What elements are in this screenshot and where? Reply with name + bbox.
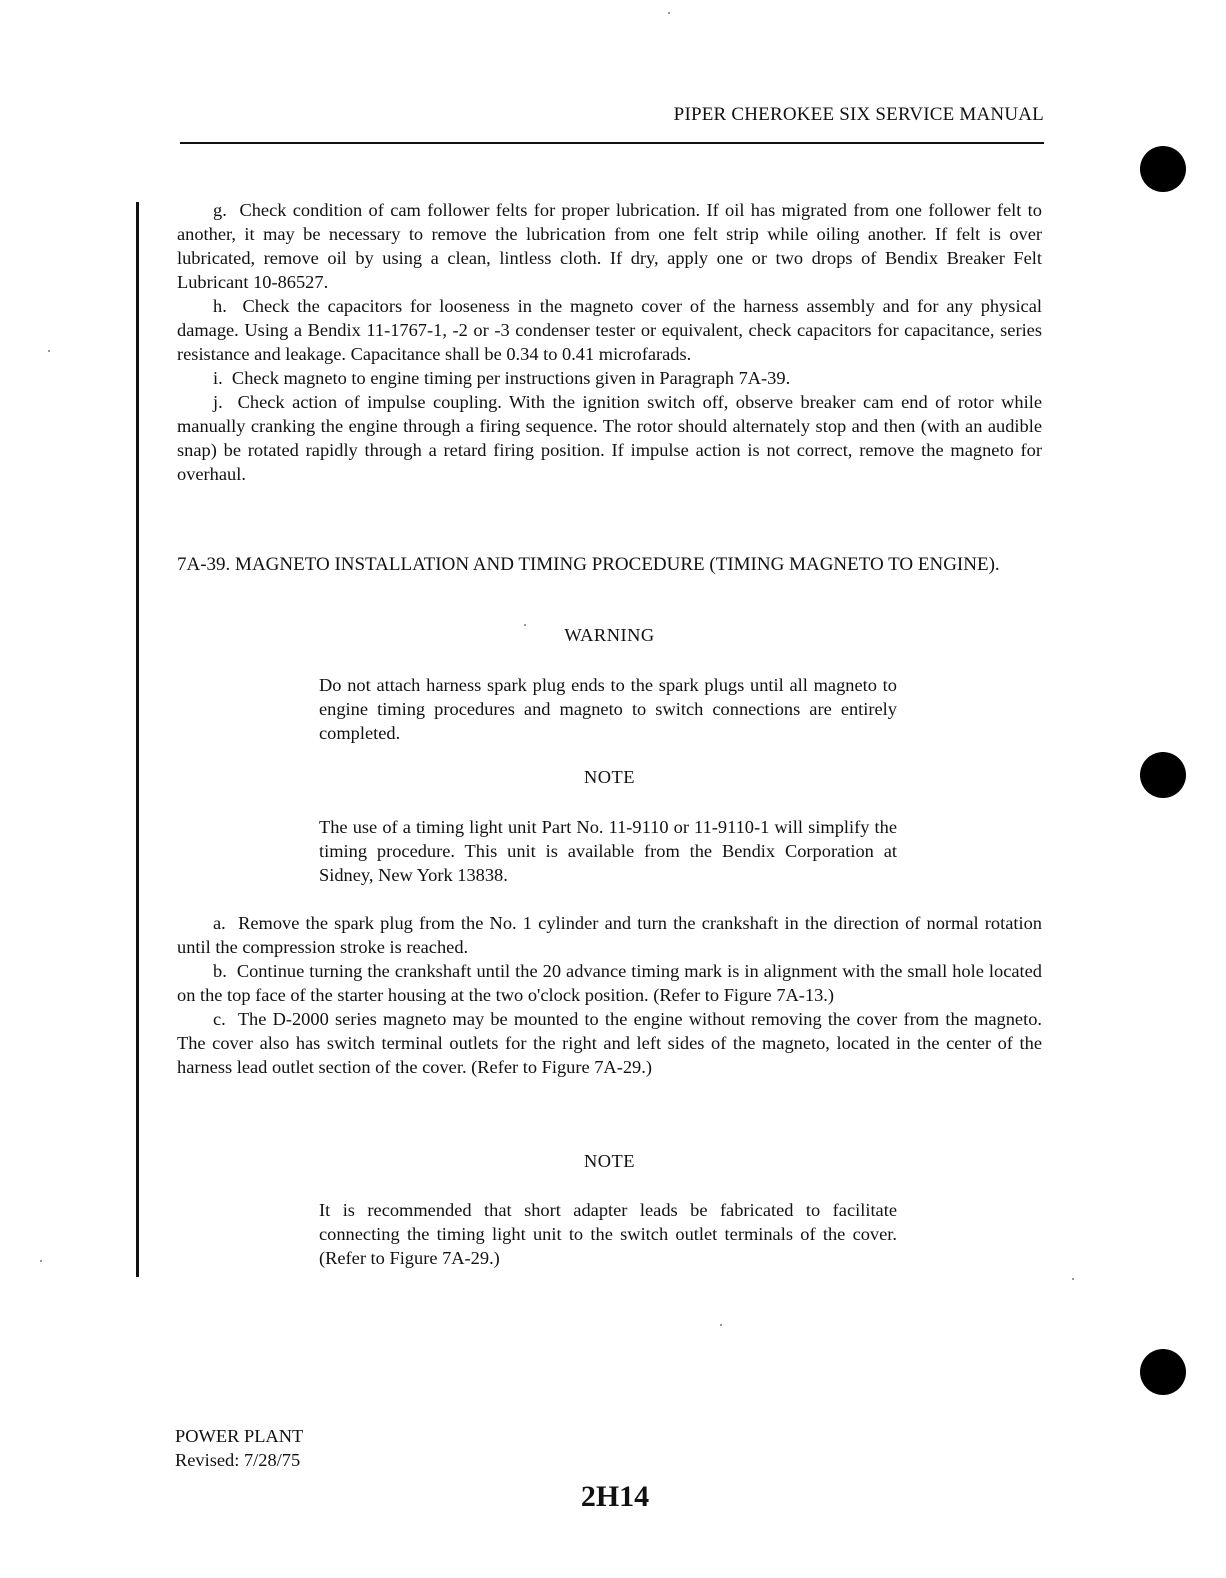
revision-change-bar [136, 202, 139, 1277]
scan-speck [40, 1260, 42, 1262]
step-text: Remove the spark plug from the No. 1 cylinder and turn the crankshaft in the direction of normal rotation until the compression stroke is reached. [177, 913, 1042, 957]
note-text: The use of a timing light unit Part No. 11-9110 or 11-9110-1 will simplify the timing procedure. This unit is available from the Bendix Corporation at Sidney, New York 13838. [319, 817, 897, 885]
paragraph-j [177, 390, 1042, 486]
step-text: Continue turning the crankshaft until the 20 advance timing mark is in alignment with the small hole located on the top face of the starter housing at the two o'clock position. (Refer to Figure 7A-13.) [177, 961, 1042, 1005]
paragraph-text: Check condition of cam follower felts for proper lubrication. If oil has migrated from one follower felt to another, it may be necessary to remove the lubrication from one felt strip while oiling another. If felt is over lubricated, remove oil by using a clean, lintless cloth. If dry, apply one or two drops of Bendix Breaker Felt Lubricant 10-86527. [177, 200, 1042, 292]
procedure-steps [177, 911, 1042, 1079]
binder-hole-middle [1140, 752, 1186, 798]
step-label: c. [213, 1009, 226, 1029]
header-rule [180, 142, 1044, 144]
step-text: The D-2000 series magneto may be mounted to the engine without removing the cover from the magneto. The cover also has switch terminal outlets for the right and left sides of the magneto, located in the center of the harness lead outlet section of the cover. (Refer to Figure 7A-29.) [177, 1009, 1042, 1077]
running-header: PIPER CHEROKEE SIX SERVICE MANUAL [673, 104, 1044, 125]
step-c [177, 1007, 1042, 1079]
paragraph-label: j. [213, 392, 223, 412]
binder-hole-top [1140, 146, 1186, 192]
paragraph-text: Check action of impulse coupling. With the ignition switch off, observe breaker cam end of rotor while manually cranking the engine through a firing sequence. The rotor should alternately stop and then (with an audible snap) be rotated rapidly through a retard firing position. If impulse action is not correct, remove the magneto for overhaul. [177, 392, 1042, 484]
paragraph-text: Check magneto to engine timing per instructions given in Paragraph 7A-39. [231, 368, 791, 388]
paragraph-i [177, 366, 1042, 390]
note-label: NOTE [583, 767, 636, 787]
paragraph-label: g. [213, 200, 227, 220]
warning-text: Do not attach harness spark plug ends to the spark plugs until all magneto to engine timing procedures and magneto to switch connections are entirely completed. [319, 675, 897, 743]
paragraph-label: h. [213, 296, 227, 316]
inspection-paragraphs [177, 198, 1042, 486]
scan-speck [1072, 1278, 1074, 1280]
note-label-2: NOTE [583, 1151, 636, 1171]
step-label: b. [213, 961, 227, 981]
scan-speck [720, 1324, 722, 1326]
scan-speck [668, 12, 670, 14]
scan-speck [524, 624, 526, 626]
paragraph-text: Check the capacitors for looseness in the magneto cover of the harness assembly and for any physical damage. Using a Bendix 11-1767-1, -2 or -3 condenser tester or equivalent, check capacitors for capacitance, series resistance and leakage. Capacitance shall be 0.34 to 0.41 microfarads. [177, 296, 1042, 364]
step-b [177, 959, 1042, 1007]
footer-section: POWER PLANT [175, 1426, 304, 1446]
footer [175, 1424, 303, 1472]
step-label: a. [213, 913, 226, 933]
scan-speck [48, 350, 50, 352]
paragraph-g [177, 198, 1042, 294]
footer-revised: Revised: 7/28/75 [175, 1450, 301, 1470]
warning-label: WARNING [564, 625, 655, 645]
note-text-2: It is recommended that short adapter leads be fabricated to facilitate connecting the timing light unit to the switch outlet terminals of the cover. (Refer to Figure 7A-29.) [319, 1200, 897, 1268]
binder-hole-bottom [1140, 1349, 1186, 1395]
paragraph-h [177, 294, 1042, 366]
section-title: 7A-39. MAGNETO INSTALLATION AND TIMING PROCEDURE (TIMING MAGNETO TO ENGINE). [177, 554, 1000, 575]
step-a [177, 911, 1042, 959]
paragraph-label: i. [213, 368, 223, 388]
page-identifier: 2H14 [580, 1480, 650, 1513]
